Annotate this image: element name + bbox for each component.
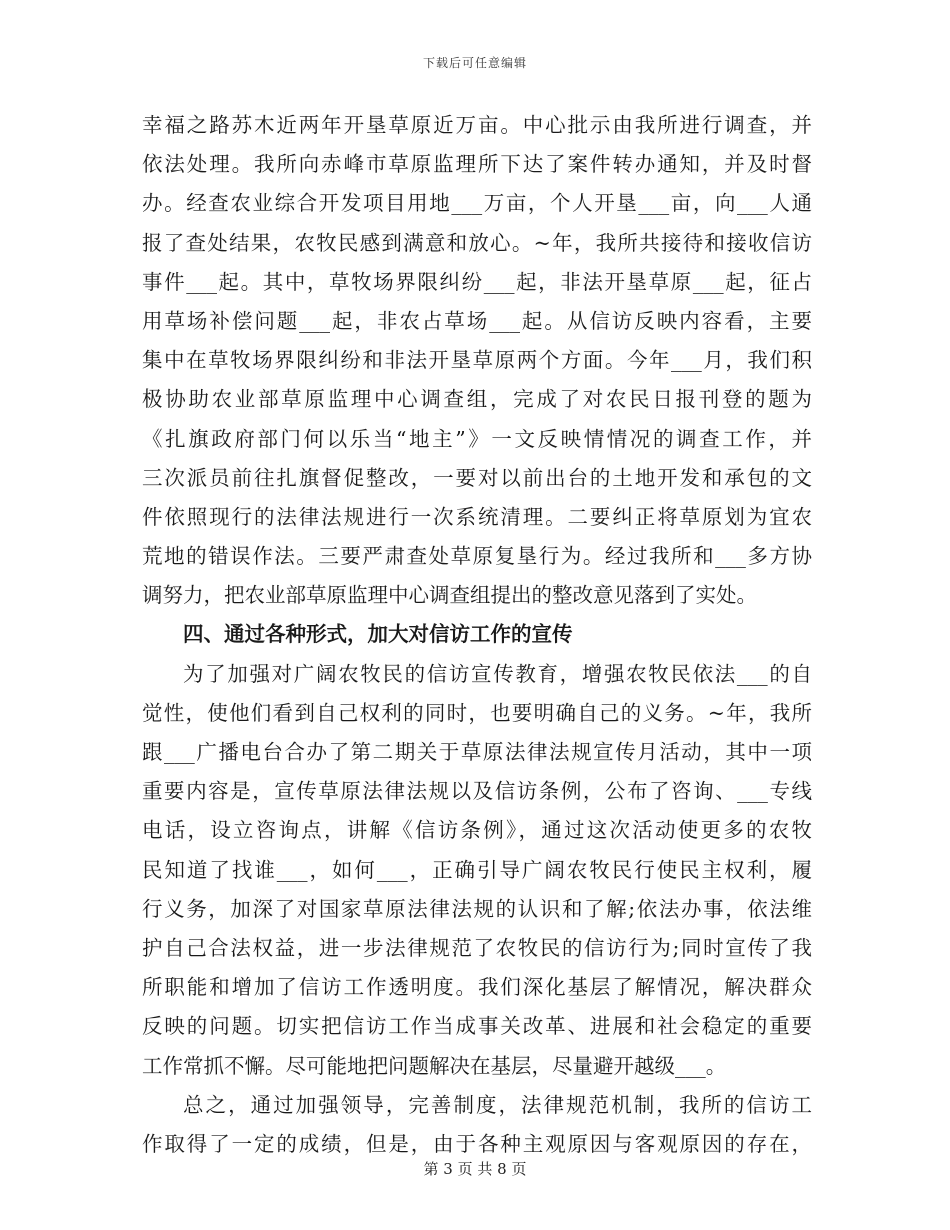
paragraph-line: 工作常抓不懈。尽可能地把问题解决在基层，尽量避开越级___。 — [142, 1053, 727, 1078]
paragraph-line: 觉性，使他们看到自己权利的同时，也要明确自己的义务。~年，我所 — [142, 700, 812, 725]
page-header: 下载后可任意编辑 — [422, 56, 527, 70]
document-body — [142, 106, 812, 1164]
paragraph-line: 护自己合法权益，进一步法律规范了农牧民的信访行为;同时宣传了我 — [142, 935, 812, 960]
section-heading: 四、通过各种形式，加大对信访工作的宣传 — [183, 622, 573, 647]
paragraph-line: 民知道了找谁___，如何___，正确引导广阔农牧民行使民主权利，履 — [142, 857, 812, 882]
paragraph-line: 反映的问题。切实把信访工作当成事关改革、进展和社会稳定的重要 — [142, 1014, 812, 1039]
paragraph-line: 作取得了一定的成绩，但是，由于各种主观原因与客观原因的存在， — [142, 1131, 812, 1156]
paragraph-line: 依法处理。我所向赤峰市草原监理所下达了案件转办通知，并及时督 — [142, 152, 812, 177]
paragraph-line: 重要内容是，宣传草原法律法规以及信访条例，公布了咨询、___专线 — [142, 779, 812, 804]
paragraph-line: 行义务，加深了对国家草原法律法规的认识和了解;依法办事，依法维 — [142, 896, 812, 921]
paragraph-line: 办。经查农业综合开发项目用地___万亩，个人开垦___亩，向___人通 — [142, 191, 812, 216]
paragraph-line: 总之，通过加强领导，完善制度，法律规范机制，我所的信访工 — [183, 1092, 812, 1117]
paragraph-line: 跟___广播电台合办了第二期关于草原法律法规宣传月活动，其中一项 — [142, 740, 812, 764]
paragraph-line: 极协助农业部草原监理中心调查组，完成了对农民日报刊登的题为 — [142, 387, 812, 412]
paragraph-line: 事件___起。其中，草牧场界限纠纷___起，非法开垦草原___起，征占 — [142, 269, 812, 294]
paragraph-line: 调努力，把农业部草原监理中心调查组提出的整改意见落到了实处。 — [142, 583, 757, 608]
paragraph-line: 集中在草牧场界限纠纷和非法开垦草原两个方面。今年___月，我们积 — [142, 348, 812, 373]
paragraph-line: 件依照现行的法律法规进行一次系统清理。二要纠正将草原划为宜农 — [142, 504, 812, 529]
paragraph-line: 报了查处结果，农牧民感到满意和放心。~年，我所共接待和接收信访 — [142, 230, 812, 255]
paragraph-line: 《扎旗政府部门何以乐当“地主”》一文反映情情况的调查工作，并 — [142, 426, 812, 451]
paragraph-line: 为了加强对广阔农牧民的信访宣传教育，增强农牧民依法___的自 — [183, 661, 812, 686]
paragraph-line: 所职能和增加了信访工作透明度。我们深化基层了解情况，解决群众 — [142, 975, 812, 1000]
paragraph-line: 三次派员前往扎旗督促整改，一要对以前出台的土地开发和承包的文 — [142, 465, 812, 490]
paragraph-line: 用草场补偿问题___起，非农占草场___起。从信访反映内容看，主要 — [142, 308, 812, 333]
paragraph-line: 电话，设立咨询点，讲解《信访条例》，通过这次活动使更多的农牧 — [142, 818, 812, 843]
paragraph-line: 幸福之路苏木近两年开垦草原近万亩。中心批示由我所进行调查，并 — [142, 113, 812, 137]
paragraph-line: 荒地的错误作法。三要严肃查处草原复垦行为。经过我所和___多方协 — [142, 544, 812, 569]
page-footer: 第 3 页 共 8 页 — [423, 1160, 527, 1178]
